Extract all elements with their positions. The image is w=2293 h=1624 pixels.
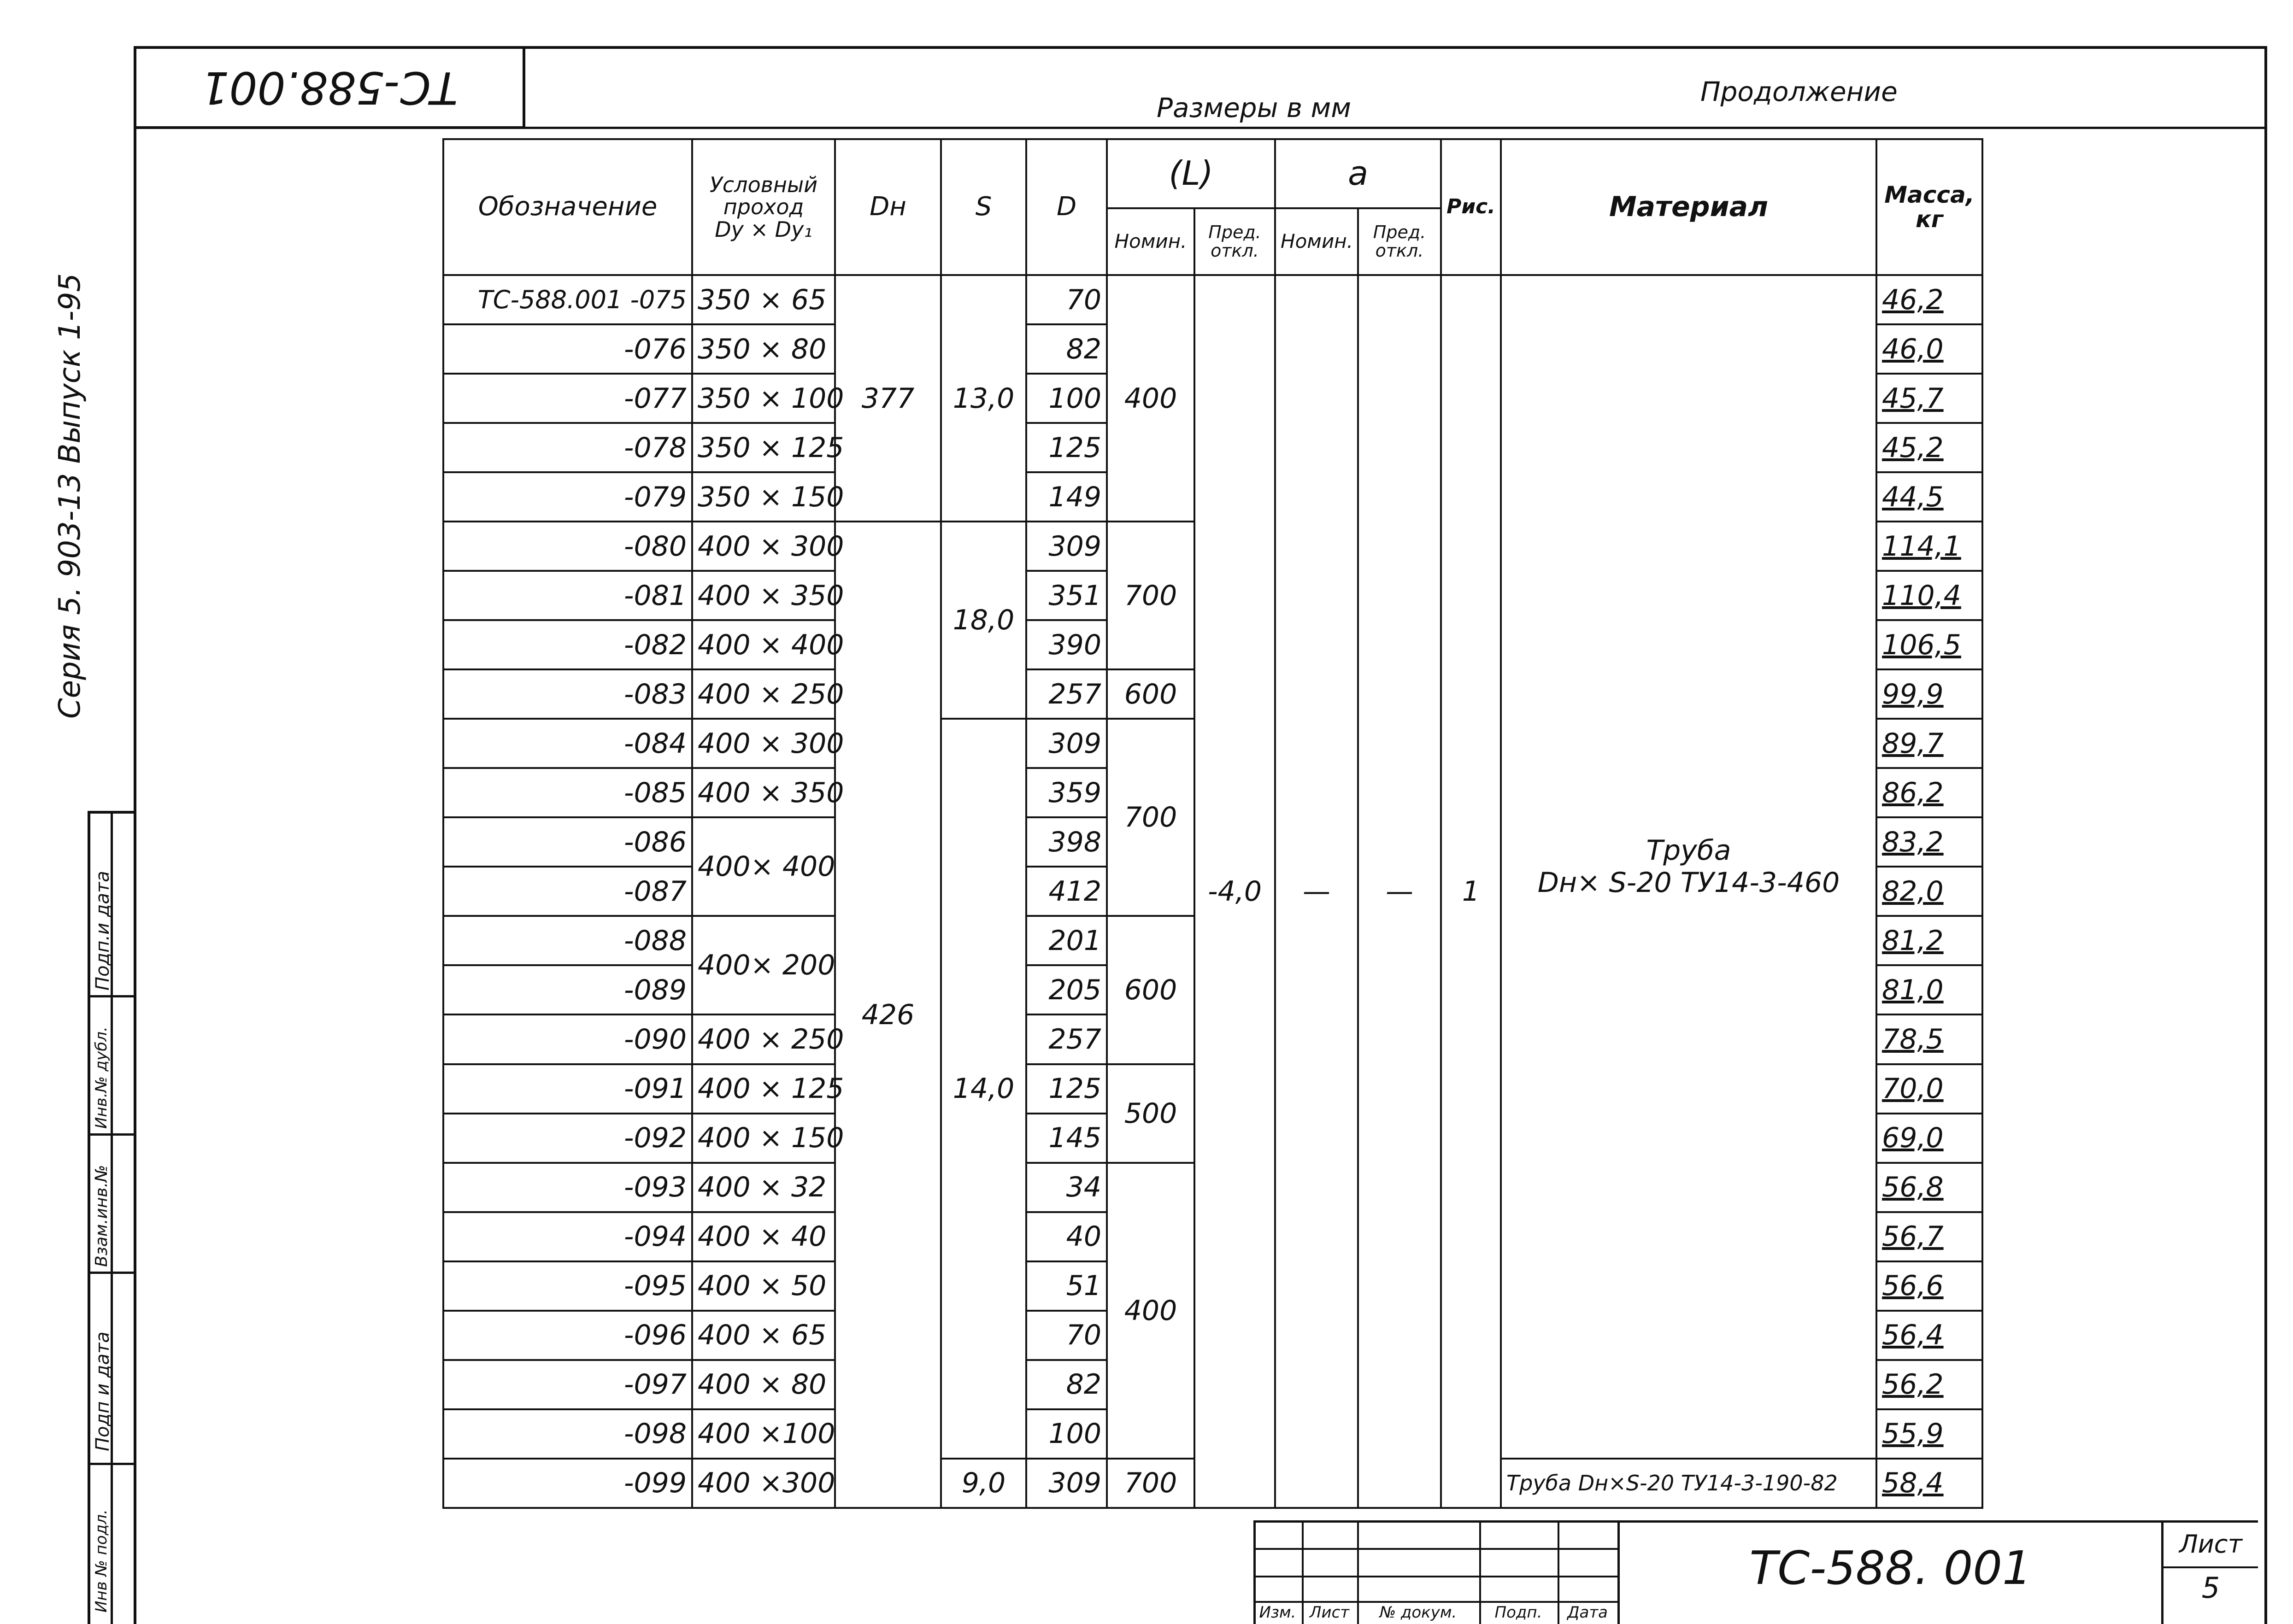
row-mass: 46,2	[1876, 275, 1982, 324]
header-nominal-pass-1: Условный	[709, 172, 818, 198]
header-nominal-pass	[692, 139, 835, 275]
row-mass: 114,1	[1876, 522, 1982, 571]
row-code: -090	[443, 1014, 692, 1064]
header-a-nom: Номин.	[1275, 208, 1358, 275]
sheet-label: Лист	[2179, 1530, 2242, 1559]
header-a-dev: Пред. откл.	[1358, 208, 1441, 275]
header-rule	[134, 127, 2267, 129]
row-pass: 400 × 40	[692, 1212, 835, 1261]
row-code: -079	[443, 472, 692, 522]
row-code: -099	[443, 1459, 692, 1508]
continuation-caption: Продолжение	[1700, 76, 1898, 107]
row-d: 40	[1026, 1212, 1107, 1261]
row-mass: 44,5	[1876, 472, 1982, 522]
row-pass: 400 ×300	[692, 1459, 835, 1508]
l-600-a: 600	[1107, 669, 1194, 719]
header-nominal-pass-2: проход	[723, 194, 804, 220]
material-main-2: Dн× S-20 ТУ14-3-460	[1537, 867, 1840, 899]
vzam-inv-label: Взам.инв.№	[92, 1165, 111, 1267]
row-mass: 56,8	[1876, 1163, 1982, 1212]
row-mass: 56,7	[1876, 1212, 1982, 1261]
row-pass: 400 × 250	[692, 669, 835, 719]
row-code: -085	[443, 768, 692, 817]
row-code: -094	[443, 1212, 692, 1261]
row-mass: 110,4	[1876, 571, 1982, 620]
l-700-c: 700	[1107, 1459, 1194, 1508]
row-d: 100	[1026, 374, 1107, 423]
header-s: S	[941, 139, 1026, 275]
dn-377: 377	[835, 275, 941, 522]
row-d: 82	[1026, 324, 1107, 374]
l-400-a: 400	[1107, 275, 1194, 522]
row-code: -093	[443, 1163, 692, 1212]
header-designation: Обозначение	[443, 139, 692, 275]
l-700-a: 700	[1107, 522, 1194, 669]
row-pass: 400 × 50	[692, 1261, 835, 1311]
row-pass: 400 × 80	[692, 1360, 835, 1409]
title-block-hline	[1253, 1548, 1617, 1550]
row-code: -098	[443, 1409, 692, 1459]
col-data: Дата	[1567, 1603, 1608, 1622]
row-code: -076	[443, 324, 692, 374]
row-mass: 58,4	[1876, 1459, 1982, 1508]
row-d: 351	[1026, 571, 1107, 620]
podp-data-label-2: Подп.и дата	[92, 871, 113, 991]
header-a: a	[1275, 139, 1441, 208]
header-mass: Масса, кг	[1876, 139, 1982, 275]
row-d: 82	[1026, 1360, 1107, 1409]
row-mass: 45,7	[1876, 374, 1982, 423]
row-mass: 56,2	[1876, 1360, 1982, 1409]
row-code: -097	[443, 1360, 692, 1409]
row-code: -082	[443, 620, 692, 669]
a-deviation: —	[1358, 275, 1441, 1508]
row-mass: 83,2	[1876, 817, 1982, 867]
row-pass: 400 × 400	[692, 620, 835, 669]
row-d: 100	[1026, 1409, 1107, 1459]
row-d: 34	[1026, 1163, 1107, 1212]
row-mass: 55,9	[1876, 1409, 1982, 1459]
row-code: -096	[443, 1311, 692, 1360]
s-9: 9,0	[941, 1459, 1026, 1508]
row-mass: 56,4	[1876, 1311, 1982, 1360]
row-mass: 56,6	[1876, 1261, 1982, 1311]
dimensions-caption: Размеры в мм	[1157, 92, 1351, 123]
row-d: 309	[1026, 719, 1107, 768]
row-d: 70	[1026, 1311, 1107, 1360]
row-d: 145	[1026, 1114, 1107, 1163]
row-code: -092	[443, 1114, 692, 1163]
row-mass: 89,7	[1876, 719, 1982, 768]
row-mass: 45,2	[1876, 423, 1982, 472]
row-pass: 400 × 300	[692, 522, 835, 571]
row-d: 309	[1026, 522, 1107, 571]
row-pass: 350 × 150	[692, 472, 835, 522]
l-600-b: 600	[1107, 916, 1194, 1064]
header-dn: Dн	[835, 139, 941, 275]
col-podp: Подп.	[1494, 1603, 1542, 1622]
title-block-hline	[2161, 1566, 2258, 1568]
l-700-b: 700	[1107, 719, 1194, 916]
row-code: -084	[443, 719, 692, 768]
l-500: 500	[1107, 1064, 1194, 1163]
row-mass: 99,9	[1876, 669, 1982, 719]
row-d: 257	[1026, 1014, 1107, 1064]
col-izm: Изм.	[1259, 1603, 1296, 1622]
row-code: -095	[443, 1261, 692, 1311]
series-label: Серия 5. 903-13 Выпуск 1-95	[53, 273, 87, 719]
row-mass: 86,2	[1876, 768, 1982, 817]
row-d: 51	[1026, 1261, 1107, 1311]
a-nominal: —	[1275, 275, 1358, 1508]
material-last: Труба Dн×S-20 ТУ14-3-190-82	[1501, 1459, 1876, 1508]
row-d: 309	[1026, 1459, 1107, 1508]
row-mass: 106,5	[1876, 620, 1982, 669]
row-d: 257	[1026, 669, 1107, 719]
doc-code: ТС-588. 001	[1749, 1541, 2032, 1595]
col-list: Лист	[1309, 1603, 1350, 1622]
row-pass: 350 × 65	[692, 275, 835, 324]
row-code: -086	[443, 817, 692, 867]
row-pass: 400 ×100	[692, 1409, 835, 1459]
row-d: 70	[1026, 275, 1107, 324]
row-pass: 400× 400	[692, 817, 835, 916]
header-fig: Рис.	[1441, 139, 1501, 275]
row-code: -080	[443, 522, 692, 571]
row-mass: 82,0	[1876, 867, 1982, 916]
row-mass: 81,2	[1876, 916, 1982, 965]
row-mass: 81,0	[1876, 965, 1982, 1014]
top-code-stamp	[134, 46, 525, 129]
row-d: 205	[1026, 965, 1107, 1014]
s-18: 18,0	[941, 522, 1026, 719]
row-code: -089	[443, 965, 692, 1014]
row-d: 390	[1026, 620, 1107, 669]
row-pass: 400× 200	[692, 916, 835, 1014]
inv-podl-label: Инв № подл.	[92, 1509, 111, 1612]
row-d: 412	[1026, 867, 1107, 916]
podp-data-label: Подп и дата	[92, 1331, 113, 1451]
row-code: -077	[443, 374, 692, 423]
title-block-hline	[1253, 1576, 1617, 1577]
top-code-text: ТС-588.001	[201, 62, 458, 113]
row-pass: 400 × 250	[692, 1014, 835, 1064]
header-l-nom: Номин.	[1107, 208, 1194, 275]
row-mass: 70,0	[1876, 1064, 1982, 1114]
row-pass: 400 × 350	[692, 571, 835, 620]
row-pass: 400 × 32	[692, 1163, 835, 1212]
row-code: -083	[443, 669, 692, 719]
row-d: 149	[1026, 472, 1107, 522]
sheet-number: 5	[2201, 1571, 2220, 1605]
figure-number: 1	[1441, 275, 1501, 1508]
row-pass: 350 × 125	[692, 423, 835, 472]
row-code: ТС-588.001 -075	[443, 275, 692, 324]
row-pass: 350 × 80	[692, 324, 835, 374]
dn-426: 426	[835, 522, 941, 1508]
row-pass: 400 × 125	[692, 1064, 835, 1114]
row-code: -088	[443, 916, 692, 965]
row-code: -078	[443, 423, 692, 472]
l-deviation: -4,0	[1194, 275, 1275, 1508]
row-d: 125	[1026, 1064, 1107, 1114]
title-block	[1253, 1520, 2258, 1624]
row-pass: 400 × 150	[692, 1114, 835, 1163]
row-d: 201	[1026, 916, 1107, 965]
row-d: 359	[1026, 768, 1107, 817]
row-pass: 400 × 350	[692, 768, 835, 817]
row-code: -087	[443, 867, 692, 916]
row-pass: 400 × 65	[692, 1311, 835, 1360]
title-block-top	[1253, 1520, 2258, 1523]
row-code: -091	[443, 1064, 692, 1114]
row-mass: 69,0	[1876, 1114, 1982, 1163]
row-code: -081	[443, 571, 692, 620]
row-pass: 400 × 300	[692, 719, 835, 768]
material-main	[1501, 275, 1876, 1459]
header-l-dev: Пред. откл.	[1194, 208, 1275, 275]
row-pass: 350 × 100	[692, 374, 835, 423]
header-d: D	[1026, 139, 1107, 275]
header-nominal-pass-3: Dу × Dу₁	[715, 217, 812, 242]
title-block-hline	[1253, 1601, 1617, 1603]
row-d: 125	[1026, 423, 1107, 472]
l-400-b: 400	[1107, 1163, 1194, 1459]
s-14: 14,0	[941, 719, 1026, 1458]
s-13: 13,0	[941, 275, 1026, 522]
header-material: Материал	[1501, 139, 1876, 275]
inv-dubl-label: Инв.№ дубл.	[92, 1026, 111, 1129]
material-main-1: Труба	[1646, 834, 1731, 867]
row-mass: 46,0	[1876, 324, 1982, 374]
header-l: (L)	[1107, 139, 1275, 208]
col-doc: № докум.	[1379, 1603, 1457, 1622]
spec-table	[442, 138, 1983, 1509]
row-mass: 78,5	[1876, 1014, 1982, 1064]
row-d: 398	[1026, 817, 1107, 867]
